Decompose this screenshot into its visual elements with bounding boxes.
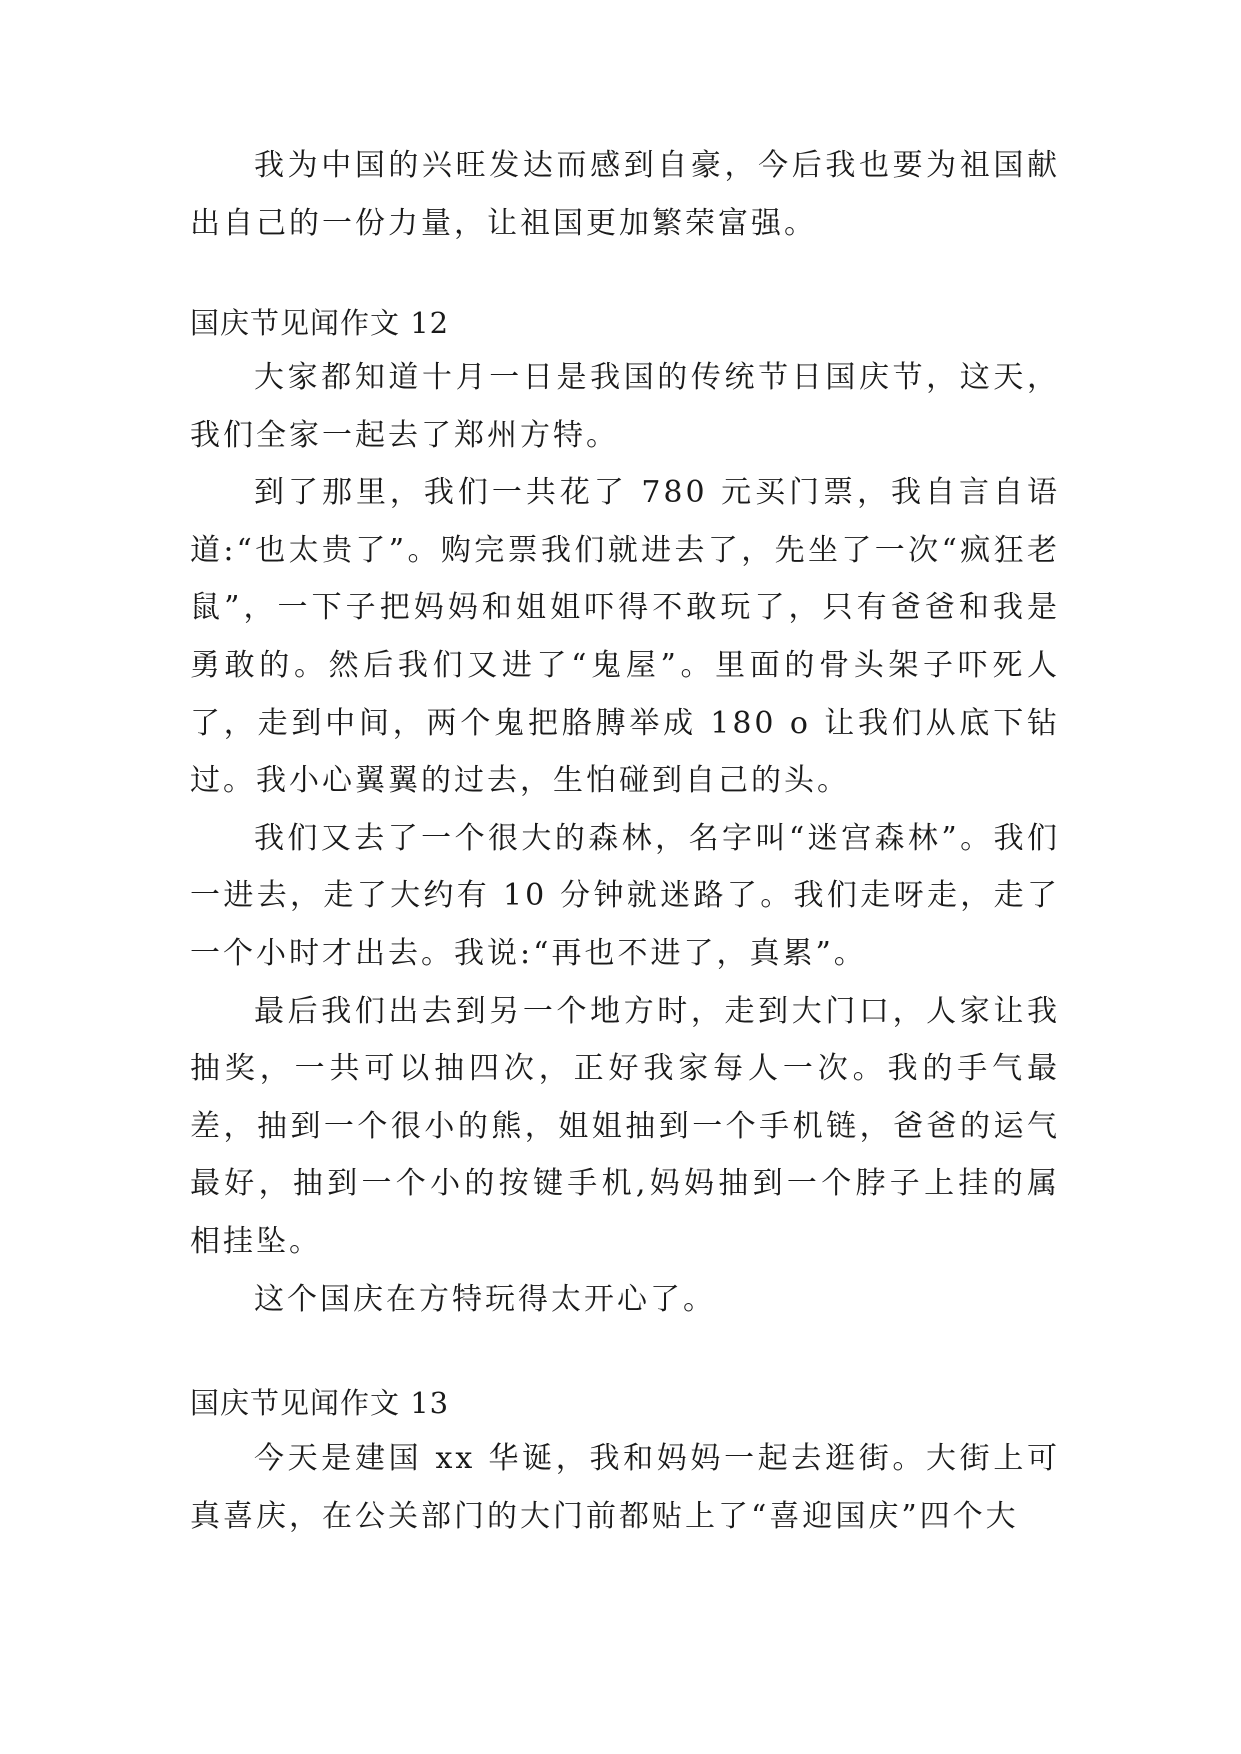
section-12-paragraph-2: 到了那里，我们一共花了 780 元买门票，我自言自语道:“也太贵了”。购完票我们就进去了，先坐了一次“疯狂老鼠”，一下子把妈妈和姐姐吓得不敢玩了，只有爸爸和我是勇敢的。然后我们又进了“鬼屋”。里面的骨头架子吓死人了，走到中间，两个鬼把胳膊举成 180 o 让我们从底下钻过。我小心翼翼的过去，生怕碰到自己的头。 bbox=[190, 475, 1060, 799]
section-12-paragraph-1: 大家都知道十月一日是我国的传统节日国庆节，这天，我们全家一起去了郑州方特。 bbox=[190, 360, 1060, 453]
section-13-body bbox=[190, 1430, 1060, 1545]
section-12-paragraph-3: 我们又去了一个很大的森林，名字叫“迷宫森林”。我们一进去，走了大约有 10 分钟就迷路了。我们走呀走，走了一个小时才出去。我说:“再也不进了，真累”。 bbox=[190, 820, 1060, 971]
section-13-heading: 国庆节见闻作文 13 bbox=[190, 1386, 450, 1420]
section-12-body bbox=[190, 349, 1060, 1328]
section-12-paragraph-5: 这个国庆在方特玩得太开心了。 bbox=[254, 1281, 716, 1317]
section-13-paragraph-1: 今天是建国 xx 华诞，我和妈妈一起去逛街。大街上可真喜庆，在公关部门的大门前都贴上了“喜迎国庆”四个大 bbox=[190, 1441, 1060, 1534]
section-12-heading: 国庆节见闻作文 12 bbox=[190, 306, 450, 340]
section-12-paragraph-4: 最后我们出去到另一个地方时，走到大门口，人家让我抽奖，一共可以抽四次，正好我家每人一次。我的手气最差，抽到一个很小的熊，姐姐抽到一个手机链，爸爸的运气最好，抽到一个小的按键手机,妈妈抽到一个脖子上挂的属相挂坠。 bbox=[190, 993, 1060, 1259]
intro-paragraph: 我为中国的兴旺发达而感到自豪，今后我也要为祖国献出自己的一份力量，让祖国更加繁荣富强。 bbox=[190, 148, 1060, 241]
intro-paragraph-block bbox=[190, 137, 1060, 252]
